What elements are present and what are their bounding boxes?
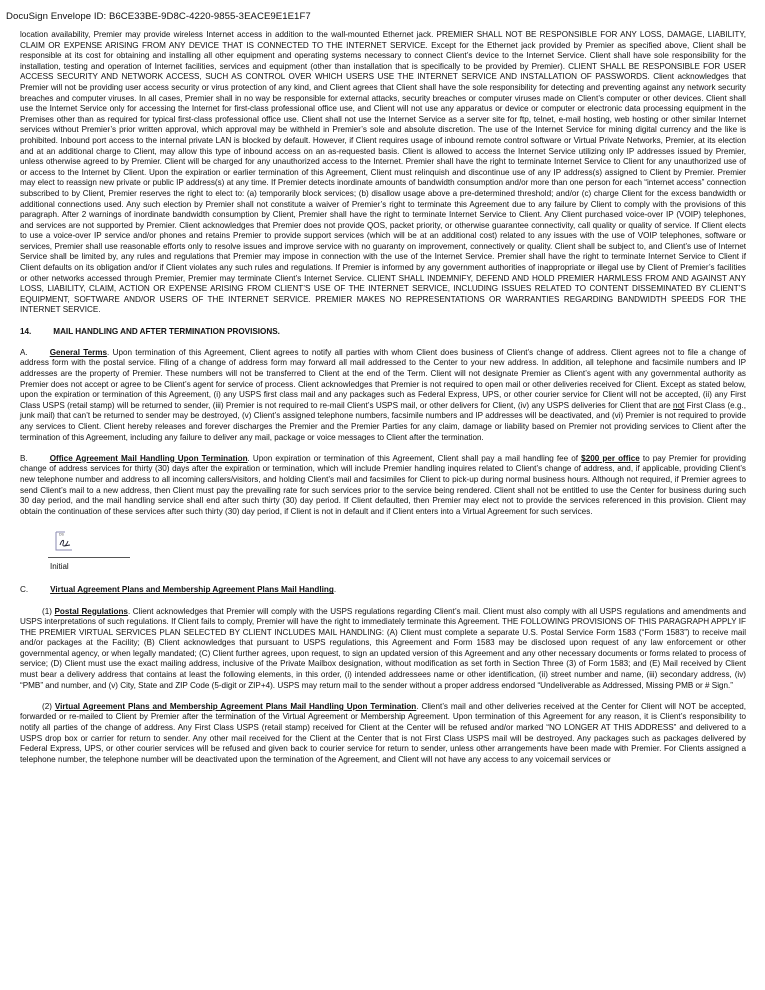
general-terms-heading: General Terms: [49, 347, 108, 357]
initial-block: [20, 517, 746, 585]
section14-c2: (2) Virtual Agreement Plans and Membership Agreement Plans Mail Handling Upon Termination. Client’s mail and other deliveries received at the Center for Client will NOT be accepted, forwarded or re-mailed to Client by Premier after the termination of the Virtual Agreement or Membership Agreement. Upon termination of this Agreement for any reason, it is Client’s responsibility to notify all parties of the change of address. Any First Class USPS (retail stamp) received for Client at the Center will be refused and/or marked “NO LONGER AT THIS ADDRESS” and delivered to a USPS drop box or carrier for return to sender. Any other mail received for the Client at the Center that is not First Class USPS mail will be destroyed. Any packages such as packages delivered by Federal Express, UPS, or other courier services will be refused and given back to courier service for return to sender, unless other arrangements have been made with Premier. For Clients assigned a telephone number, the telephone number will be deactivated upon the termination of the Agreement, and Client will not have any access to any voicemail services or: [20, 701, 747, 764]
docusign-initial-icon: [53, 529, 75, 553]
document-body: [20, 30, 746, 765]
section13-tail: location availability, Premier may provide wireless Internet access in addition to the wall-mounted Ethernet jack. PREMIER SHALL NOT BE RESPONSIBLE FOR ANY LOSS, DAMAGE, LIABILITY, CLAIM OR EXPENSE ARISING FROM ANY DEVICE THAT IS CONNECTED TO THE INTERNET SERVICE. Except for the Ethernet jack provided by Premier as specified above, Client shall be responsible at its cost for obtaining and installing all other equipment and operating systems necessary to connect Client’s device to the Internet Service. Client shall have sole responsibility for the installation, testing and operation of Internet facilities, services and equipment (other than installation that is specifically to be provided by Premier). CLIENT SHALL BE RESPONSIBLE FOR USER ACCESS SECURITY AND NETWORK ACCESS, SUCH AS CONTROL OVER WHICH USERS USE THE INTERNET SERVICE AND INSTALLATION OF PASSWORDS. Client acknowledges that Premier will not be providing user access security or virus protection of any kind, and Client agrees that Client shall have the sole responsibility for detecting and preventing against any network security breaches and computer viruses. In all cases, Premier shall in no way be responsible for external attacks, security breaches or computer viruses made on Client’s computer or other devices. Client shall use the Internet Service only for accessing the Internet for first-class professional office use, and Client will not use any apparatus or device or computer or electronic data processing equipment in the Premises other than as required for typical first-class professional office use. Client shall not use the Internet Service as a server site for ftp, telnet, e-mail hosting, web hosting or other similar Internet services without Premier’s prior written approval, which approval may be withheld in Premier’s sole and absolute discretion. The use of the Internet Service for mining digital currency and the like is prohibited. Inbound port access to the internal private LAN is blocked by default. However, if Client requires usage of inbound remote control software or Virtual Private Networks, Premier, at its election and at an additional charge to Client, may allow this type of inbound access on an as-requested basis. Client is allowed to access the Internet Service utilizing only IP addresses issued by Premier, unless otherwise agreed to by Premier. Client will be charged for any unauthorized access to the Internet. Premier shall have the right to terminate Internet Service to Client for any unauthorized use of or access to the Internet by Client. Upon the expiration or earlier termination of this Agreement, Client must relinquish and discontinue use of any IP address(s) assigned to Client by Premier. Premier may elect to reassign new private or public IP address(s) at any time. If Premier detects inordinate amounts of bandwidth consumption and/or more than one person for each “internet access” connection subscribed to by Client, Premier reserves the right to elect to: (a) temporarily block services; (b) disallow usage above a pre-determined threshold; and/or (c) charge Client for the excess bandwidth or additional connections used. Any such election by Premier shall not constitute a waiver of Premier’s right to terminate this Agreement due to any failure by Client to comply with the provisions of this paragraph. After 2 warnings of inordinate bandwidth consumption by Client, Premier shall have the right to terminate Internet Service to Client. Any Client purchased voice-over IP (VOIP) telephones, and services are not supported by Premier. Client acknowledges that Premier does not provide QOS, packet priority, or otherwise guarantee connectivity, call quality or quality of service. If Client elects to use a voice-over IP service and/or phones and retains Premier to provide support services (which will be at an additional cost) related to any issues with the use of VOIP telephones, software or services, Premier shall use reasonable efforts only to resolve issues and improve service with no guaranty on improvement, connectively or quality. Client shall be subject to, and Client’s use of Internet Service shall be limited by, any rules and regulations that Premier may impose in connection with the use of the Internet Service. Premier shall have the right to terminate Internet Service to Client if Client defaults on its obligation and/or if Client violates any such rules and regulations. If Premier is informed by any government authorities of inappropriate or illegal use by Client of Premier’s facilities or other networks accessed through Premier, Premier may terminate Client’s Internet Service. CLIENT SHALL INDEMNIFY, DEFEND AND HOLD PREMIER HARMLESS FROM AND AGAINST ANY LOSS, LIABILITY, CLAIM, ACTION OR EXPENSE ARISING FROM CLIENT’S USE OF THE INTERNET SERVICE, INCLUDING ISSUES RELATED TO CONTENT DISSEMINATED BY CLIENT’S EQUIPMENT, SOFTWARE AND/OR USERS OF THE INTERNET SERVICE. PREMIER MAKES NO REPRESENTATIONS OR WARRANTIES REGARDING BANDWIDTH SPEEDS FOR THE INTERNET SERVICE.: [20, 30, 746, 315]
office-mail-handling-heading: Office Agreement Mail Handling Upon Termination: [49, 453, 248, 463]
svg-text:DS: DS: [59, 532, 64, 537]
section14-c1: (1) Postal Regulations. Client acknowledges that Premier will comply with the USPS regulations regarding Client’s mail. Client must also comply with all USPS regulations and amendments and USPS interpretations of such regulations. If Client fails to comply, Premier will have the right to immediately terminate this Agreement. THE FOLLOWING PROVISIONS OF THIS PARAGRAPH APPLY IF THE PREMIER VIRTUAL SERVICES PLAN SELECTED BY CLIENT INCLUDES MAIL HANDLING: (A) Client must complete a separate U.S. Postal Service Form 1583 (“Form 1583”) to receive mail and/or packages at the Facility; (B) Client acknowledges that pursuant to USPS regulations, this Agreement and Form 1583 may be disclosed upon request of any law enforcement or other governmental agency, or when legally mandated; (C) Client further agrees, upon request, to sign an updated version of this Agreement and any other necessary documents or forms related to process of service; (D) Client must use the exact mailing address, inclusive of the Private Mailbox designation, without modification as set forth in Section Three (3) of Form 1583; and (E) Mail received by Client must bear a delivery address that contains at least the following elements, in this order, (i) intended addressees name or other identification, (ii) street number and name, (iii) secondary address, (iv) “PMB” and number, and (v) City, State and ZIP Code (5-digit or ZIP+4). USPS may return mail to the sender without a proper address endorsed “Undeliverable as Addressed, Missing PMB or # Sign.”: [20, 606, 746, 690]
section14-c: C. Virtual Agreement Plans and Membership Agreement Plans Mail Handling.: [20, 585, 337, 595]
initial-label: Initial: [50, 562, 69, 572]
virtual-mail-handling-heading: Virtual Agreement Plans and Membership Agreement Plans Mail Handling: [50, 585, 334, 595]
postal-regulations-heading: Postal Regulations: [54, 606, 128, 616]
section14-a: A. General Terms. Upon termination of this Agreement, Client agrees to notify all parties with whom Client does business of Client’s change of address. Client agrees not to file a change of address form with the postal service. Filing of a change of address form may forward all mail addressed to the Center to your new address. In addition, all telephone and facsimile numbers and IP addresses are the property of Premier. These numbers will not be transferred to Client at the end of the Term. Client will not designate Premier as Client’s agent with any governmental authority as Premier does not accept or agree to be Client’s agent for service of process. Client acknowledges that Premier is not required to open mail or other deliveries received for Client. Except as stated below, upon the expiration or termination of this Agreement, (i) any USPS first class mail and any packages such as Federal Express, UPS, or other courier service for Client will not be accepted, (ii) any First Class USPS (retail stamp) will be returned to sender, (iii) Premier is not required to re-mail Client’s USPS mail, or other delivers for Client, (iv) any USPS deliveries for Client that are not First Class (e.g., junk mail) that can’t be returned to sender may be destroyed, (v) Client’s assigned telephone numbers, facsimile numbers and IP addresses will be deactivated, and (vi) Premier is not required to provide any services to Client. Client hereby releases and forever discharges the Premier and the Premier Parties for any claim, damage or liability based on Premier not providing services to Client after the termination of this Agreement, including any failure to deliver any mail, package or voice messages to Client after the termination.: [20, 347, 747, 442]
section14-b: B. Office Agreement Mail Handling Upon Termination. Upon expiration or termination of this Agreement, Client shall pay a mail handling fee of $200 per office to pay Premier for providing change of address services for thirty (30) days after the expiration or termination, which will include Premier handling inquires related to Client’s change of address, and, if applicable, providing Client’s new telephone number and address to all incoming callers/visitors, and holding Client’s mail and facsimiles for Client to pick-up during normal business hours. Although not required, if Premier agrees to send Client’s mail to a new address, then Client must pay the prevailing rate for such services prior to the service being rendered. Client shall not be entitled to use the Center for business during such 30 day period, and the mail handling service shall end after such thirty (30) day period. If Client defaulted, then Premier may elect not to provide the services referenced in this provision. Client may obtain the continuation of these services after such thirty (30) day period, if Client is not in default and if Client enters into a Virtual Agreement for such services.: [20, 453, 746, 516]
section14-heading: 14. MAIL HANDLING AND AFTER TERMINATION PROVISIONS.: [20, 326, 280, 336]
mail-handling-fee: $200 per office: [581, 453, 640, 463]
envelope-id: DocuSign Envelope ID: B6CE33BE-9D8C-4220-9855-3EACE9E1E1F7: [6, 11, 311, 22]
virtual-termination-heading: Virtual Agreement Plans and Membership Agreement Plans Mail Handling Upon Termination: [54, 701, 417, 711]
